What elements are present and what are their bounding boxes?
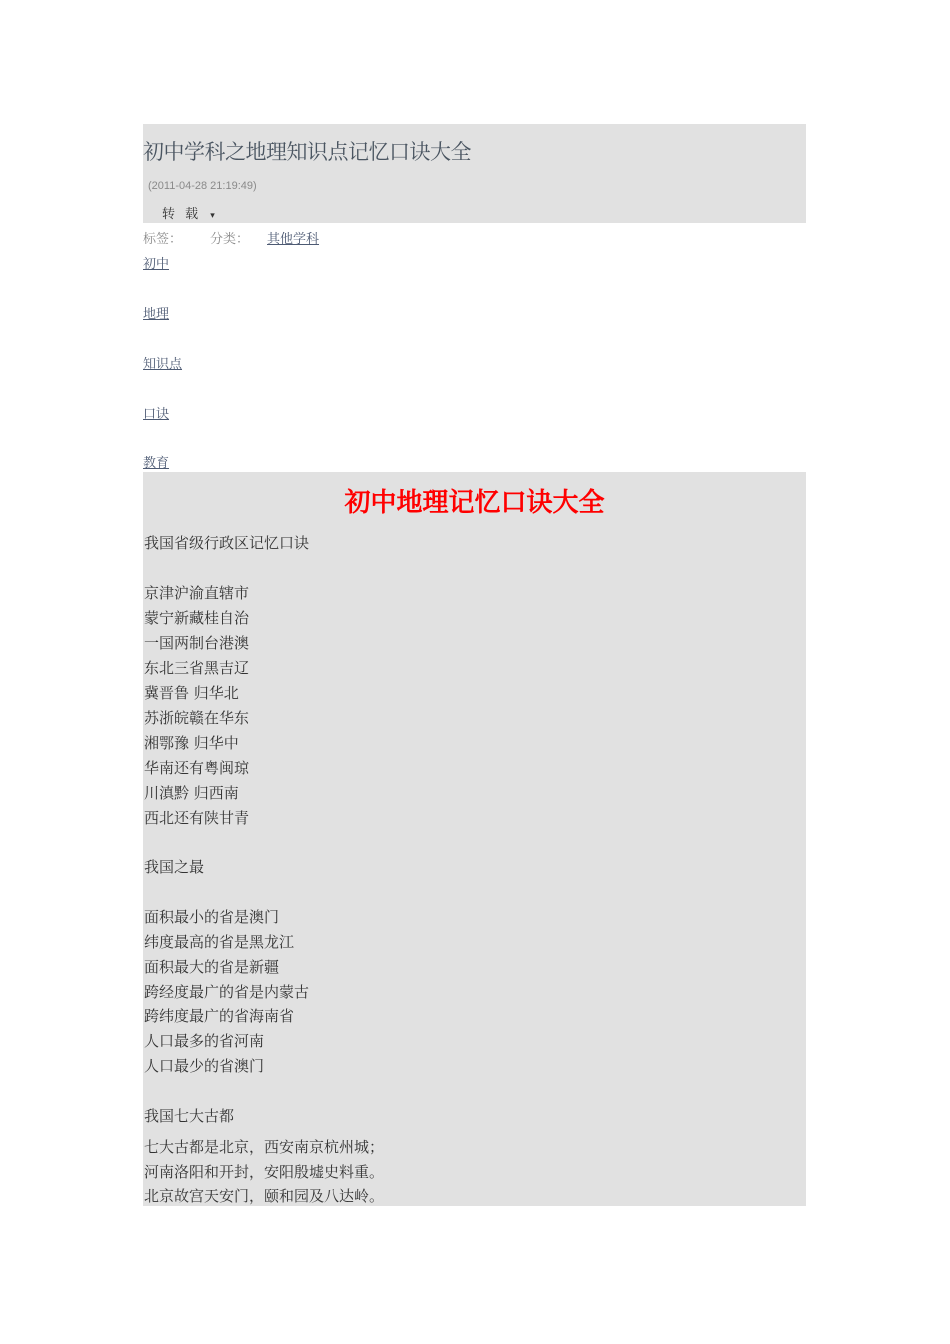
article-title: 初中地理记忆口诀大全 bbox=[344, 488, 605, 518]
text-line: 面积最大的省是新疆 bbox=[144, 958, 280, 976]
text-line: 纬度最高的省是黑龙江 bbox=[144, 933, 295, 951]
post-title: 初中学科之地理知识点记忆口诀大全 bbox=[143, 140, 471, 164]
tag-link[interactable]: 口诀 bbox=[143, 407, 170, 422]
category-link[interactable]: 其他学科 bbox=[267, 232, 320, 247]
tag-link[interactable]: 地理 bbox=[143, 307, 170, 322]
text-line: 人口最多的省河南 bbox=[144, 1032, 265, 1050]
text-line: 蒙宁新藏桂自治 bbox=[144, 609, 250, 627]
text-line: 川滇黔 归西南 bbox=[144, 784, 239, 802]
section-heading: 我国七大古都 bbox=[144, 1107, 235, 1125]
text-line: 人口最少的省澳门 bbox=[144, 1057, 265, 1075]
tag-link[interactable]: 知识点 bbox=[143, 357, 183, 372]
text-line: 湘鄂豫 归华中 bbox=[144, 734, 239, 752]
text-line: 跨纬度最广的省海南省 bbox=[144, 1007, 295, 1025]
text-line: 冀晋鲁 归华北 bbox=[144, 684, 239, 702]
text-line: 京津沪渝直辖市 bbox=[144, 584, 250, 602]
text-line: 西北还有陕甘青 bbox=[144, 809, 250, 827]
article-content-background bbox=[143, 472, 806, 1206]
text-line: 七大古都是北京，西安南京杭州城； bbox=[144, 1138, 385, 1156]
tag-link[interactable]: 教育 bbox=[143, 456, 170, 471]
text-line: 北京故宫天安门，颐和园及八达岭。 bbox=[144, 1187, 385, 1205]
post-timestamp: (2011-04-28 21:19:49) bbox=[148, 180, 257, 192]
repost-button[interactable] bbox=[162, 203, 215, 222]
text-line: 面积最小的省是澳门 bbox=[144, 908, 280, 926]
tag-link[interactable]: 初中 bbox=[143, 257, 170, 272]
text-line: 东北三省黑吉辽 bbox=[144, 659, 250, 677]
text-line: 一国两制台港澳 bbox=[144, 634, 250, 652]
section-heading: 我国省级行政区记忆口诀 bbox=[144, 534, 310, 552]
dropdown-arrow-icon: ▾ bbox=[210, 211, 215, 221]
category-label: 分类： bbox=[210, 232, 250, 247]
text-line: 河南洛阳和开封，安阳殷墟史料重。 bbox=[144, 1163, 385, 1181]
section-heading: 我国之最 bbox=[144, 858, 205, 876]
text-line: 跨经度最广的省是内蒙古 bbox=[144, 983, 310, 1001]
repost-label: 转 载 bbox=[162, 207, 202, 222]
text-line: 苏浙皖赣在华东 bbox=[144, 709, 250, 727]
tags-label: 标签： bbox=[143, 232, 183, 247]
text-line: 华南还有粤闽琼 bbox=[144, 759, 250, 777]
post-meta bbox=[143, 228, 320, 247]
